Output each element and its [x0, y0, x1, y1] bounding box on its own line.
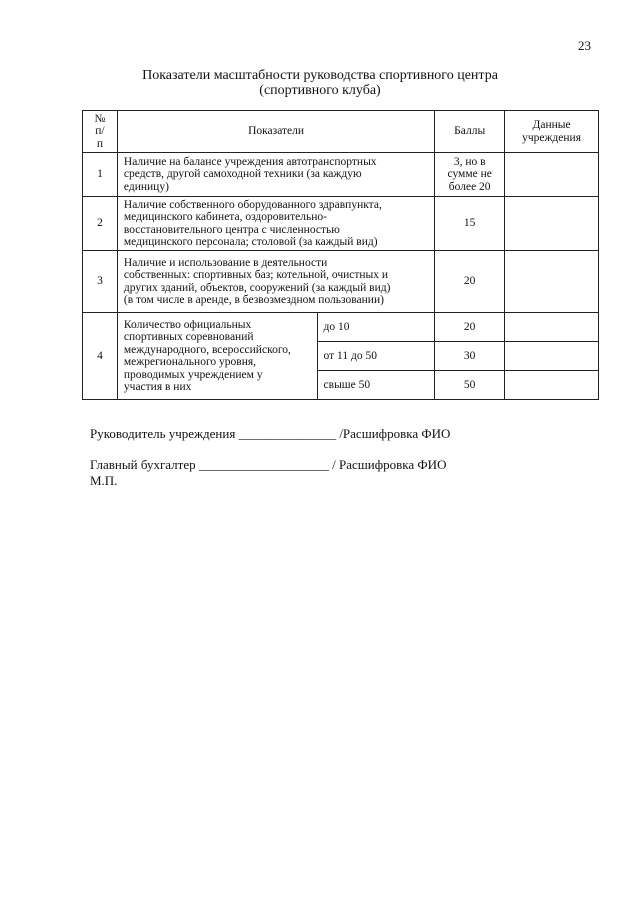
row-num: 2	[83, 197, 118, 251]
table-row	[83, 153, 599, 197]
indicators-table	[82, 110, 599, 400]
row-points: 15	[435, 197, 505, 251]
table-row	[83, 197, 599, 251]
signature-head-line: Руководитель учреждения _______________ /Расшифровка ФИО	[90, 426, 451, 441]
row-indicator: Наличие на балансе учреждения автотранспортных средств, другой самоходной техники (за каждую единицу)	[117, 153, 434, 197]
row-range: до 10	[317, 313, 435, 342]
row-num: 3	[83, 251, 118, 313]
title-line-2: (спортивного клуба)	[259, 83, 381, 98]
row-points: 50	[435, 371, 505, 400]
row-data-cell	[505, 371, 599, 400]
row-indicator: Количество официальных спортивных соревнований международного, всероссийского, межрегионального уровня, проводимых учреждением у участия в них	[117, 313, 317, 400]
page-number: 23	[578, 38, 591, 53]
table-row	[83, 251, 599, 313]
row-num: 4	[83, 313, 118, 400]
row-data-cell	[505, 197, 599, 251]
seal-label: М.П.	[90, 473, 118, 488]
header-points: Баллы	[435, 111, 505, 153]
row-data-cell	[505, 251, 599, 313]
row-points: 20	[435, 313, 505, 342]
row-range: от 11 до 50	[317, 342, 435, 371]
table-row	[83, 313, 599, 342]
document-title	[110, 68, 530, 98]
header-indicators: Показатели	[117, 111, 434, 153]
row-num: 1	[83, 153, 118, 197]
table-header-row	[83, 111, 599, 153]
header-data: Данные учреждения	[505, 111, 599, 153]
row-points: 20	[435, 251, 505, 313]
header-num: № п/ п	[83, 111, 118, 153]
row-range: свыше 50	[317, 371, 435, 400]
row-data-cell	[505, 313, 599, 342]
row-indicator: Наличие и использование в деятельности собственных: спортивных баз; котельной, очистных и других зданий, объектов, сооружений (за каждый вид) (в том числе в аренде, в безвозмездном пользовании)	[117, 251, 434, 313]
row-points: 3, но в сумме не более 20	[435, 153, 505, 197]
row-points: 30	[435, 342, 505, 371]
signature-accountant-line: Главный бухгалтер ____________________ / Расшифровка ФИО	[90, 457, 447, 472]
row-indicator: Наличие собственного оборудованного здравпункта, медицинского кабинета, оздоровительно- восстановительного центра с численностью медицинского персонала; столовой (за каждый вид)	[117, 197, 434, 251]
row-data-cell	[505, 153, 599, 197]
row-data-cell	[505, 342, 599, 371]
title-line-1: Показатели масштабности руководства спортивного центра	[142, 68, 498, 83]
